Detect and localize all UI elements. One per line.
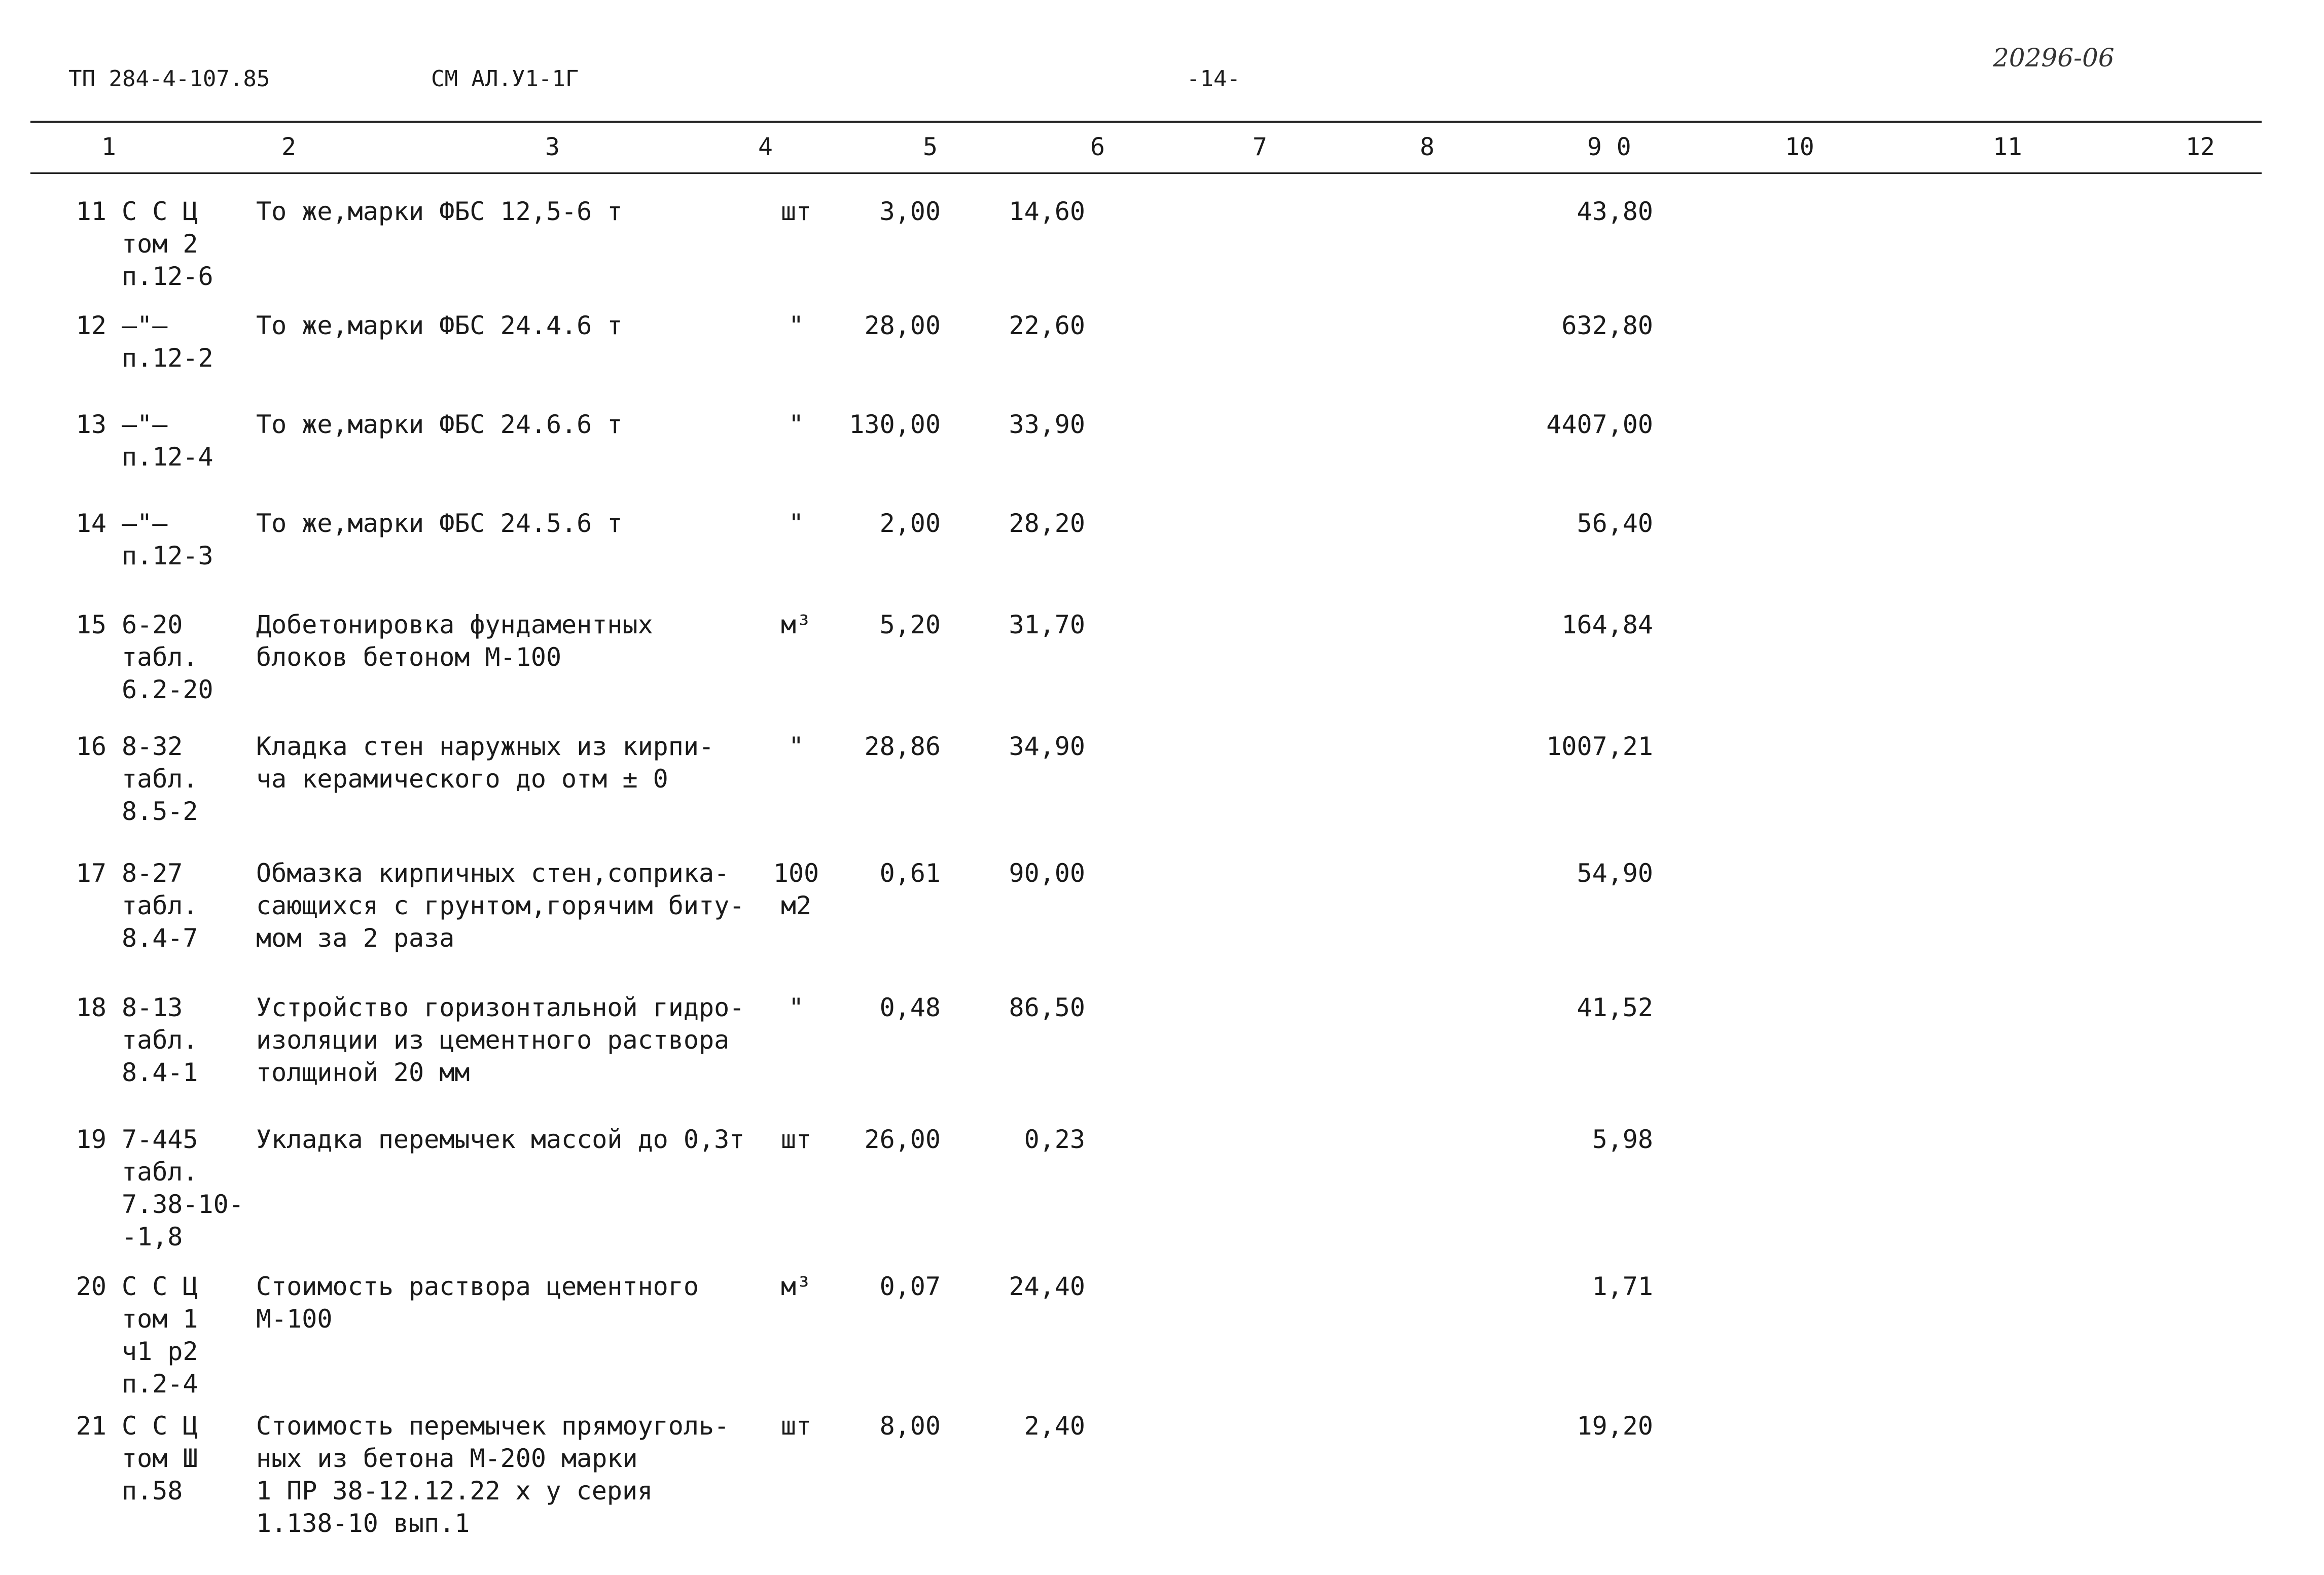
column-number-3: 3 <box>545 133 560 161</box>
norm-reference <box>122 1270 198 1400</box>
work-description-line: Обмазка кирпичных стен,соприка- <box>256 858 730 888</box>
norm-reference-line: 8.4-7 <box>122 923 198 953</box>
quantity: 3,00 <box>879 197 941 226</box>
total-cost: 1,71 <box>1592 1272 1653 1301</box>
total-cost: 19,20 <box>1577 1411 1653 1441</box>
column-number-1: 1 <box>101 133 116 161</box>
unit-price: 34,90 <box>1009 732 1085 761</box>
column-number-10: 10 <box>1785 133 1814 161</box>
norm-reference <box>122 857 198 954</box>
work-description-line: Укладка перемычек массой до 0,3т <box>256 1125 745 1154</box>
norm-reference-line: табл. <box>122 1025 198 1055</box>
norm-reference-line: том 1 <box>122 1304 198 1334</box>
norm-reference-line: том 2 <box>122 229 198 259</box>
work-description <box>256 857 744 954</box>
work-description <box>256 1270 699 1335</box>
total-cost: 4407,00 <box>1546 410 1653 439</box>
norm-reference-line: п.12-2 <box>122 343 213 373</box>
work-description-line: ча керамического до отм ± 0 <box>256 764 668 794</box>
unit-of-measure-line: " <box>788 509 804 538</box>
quantity: 8,00 <box>879 1411 941 1441</box>
work-description-line: сающихся с грунтом,горячим биту- <box>256 891 745 920</box>
norm-reference-line: С С Ц <box>122 1272 198 1301</box>
unit-price: 2,40 <box>1024 1411 1085 1441</box>
unit-of-measure-line: м2 <box>780 891 812 920</box>
norm-reference <box>122 195 213 293</box>
quantity: 5,20 <box>879 610 941 639</box>
row-number: 15 <box>76 610 106 639</box>
total-cost: 41,52 <box>1577 993 1653 1022</box>
norm-reference <box>122 1410 198 1507</box>
norm-reference-line: п.58 <box>122 1476 183 1506</box>
norm-reference-line: 7.38-10- <box>122 1190 244 1219</box>
norm-reference-line: 8-13 <box>122 993 183 1022</box>
row-number: 11 <box>76 197 106 226</box>
unit-price: 90,00 <box>1009 858 1085 888</box>
norm-reference <box>122 507 213 572</box>
norm-reference-line: п.12-4 <box>122 442 213 472</box>
total-cost: 632,80 <box>1561 311 1653 340</box>
norm-reference-line: табл. <box>122 764 198 794</box>
norm-reference-line: табл. <box>122 1157 198 1187</box>
unit-of-measure-line: шт <box>780 197 812 226</box>
work-description <box>256 507 622 540</box>
norm-reference-line: п.2-4 <box>122 1369 198 1399</box>
work-description-line: Добетонировка фундаментных <box>256 610 653 639</box>
work-description-line: 1 ПР 38-12.12.22 ⅹ у серия <box>256 1476 653 1506</box>
work-description-line: То же,марки ФБС 24.6.6 т <box>256 410 623 439</box>
row-number: 20 <box>76 1272 106 1301</box>
row-number: 17 <box>76 858 106 888</box>
norm-reference-line: 8.4-1 <box>122 1058 198 1087</box>
quantity: 0,48 <box>879 993 941 1022</box>
unit-of-measure-line: м³ <box>780 1272 812 1301</box>
column-number-12: 12 <box>2186 133 2215 161</box>
row-number: 12 <box>76 311 106 340</box>
unit-price: 31,70 <box>1009 610 1085 639</box>
total-cost: 164,84 <box>1561 610 1653 639</box>
norm-reference <box>122 408 213 473</box>
column-number-11: 11 <box>1993 133 2022 161</box>
norm-reference <box>122 991 198 1089</box>
column-number-7: 7 <box>1253 133 1267 161</box>
work-description-line: мом за 2 раза <box>256 923 455 953</box>
unit-of-measure-line: шт <box>780 1125 812 1154</box>
norm-reference-line: 8-27 <box>122 858 183 888</box>
total-cost: 1007,21 <box>1546 732 1653 761</box>
section-code: СМ АЛ.У1-1Г <box>431 66 579 92</box>
norm-reference-line: том Ш <box>122 1444 198 1473</box>
work-description-line: ных из бетона М-200 марки <box>256 1444 638 1473</box>
unit-of-measure-line: " <box>788 732 804 761</box>
row-number: 18 <box>76 993 106 1022</box>
header-rule-bottom <box>30 172 2262 174</box>
norm-reference-line: 6.2-20 <box>122 675 213 704</box>
norm-reference-line: —"— <box>122 509 168 538</box>
row-number: 19 <box>76 1125 106 1154</box>
norm-reference-line: п.12-3 <box>122 541 213 570</box>
norm-reference-line: С С Ц <box>122 1411 198 1441</box>
header-rule-top <box>30 121 2262 123</box>
norm-reference-line: —"— <box>122 311 168 340</box>
work-description-line: Кладка стен наружных из кирпи- <box>256 732 714 761</box>
norm-reference <box>122 1123 244 1253</box>
unit-price: 86,50 <box>1009 993 1085 1022</box>
norm-reference <box>122 608 213 706</box>
quantity: 28,00 <box>864 311 941 340</box>
unit-of-measure-line: " <box>788 993 804 1022</box>
column-number-5: 5 <box>923 133 938 161</box>
work-description <box>256 1123 744 1156</box>
norm-reference-line: 8.5-2 <box>122 797 198 826</box>
work-description-line: То же,марки ФБС 12,5-6 т <box>256 197 623 226</box>
column-number-6: 6 <box>1090 133 1105 161</box>
work-description-line: М-100 <box>256 1304 333 1334</box>
row-number: 14 <box>76 509 106 538</box>
work-description <box>256 608 653 673</box>
work-description <box>256 991 744 1089</box>
unit-price: 33,90 <box>1009 410 1085 439</box>
unit-price: 24,40 <box>1009 1272 1085 1301</box>
norm-reference-line: 8-32 <box>122 732 183 761</box>
quantity: 0,07 <box>879 1272 941 1301</box>
unit-of-measure-line: 100 <box>773 858 819 888</box>
unit-of-measure-line: шт <box>780 1411 812 1441</box>
row-number: 13 <box>76 410 106 439</box>
work-description <box>256 309 622 342</box>
work-description-line: блоков бетоном М-100 <box>256 642 562 672</box>
work-description-line: То же,марки ФБС 24.5.6 т <box>256 509 623 538</box>
document-stamp: 20296-06 <box>1993 43 2115 73</box>
work-description <box>256 408 622 441</box>
norm-reference-line: табл. <box>122 642 198 672</box>
norm-reference-line: -1,8 <box>122 1222 183 1251</box>
column-number-8: 8 <box>1420 133 1435 161</box>
total-cost: 5,98 <box>1592 1125 1653 1154</box>
work-description-line: изоляции из цементного раствора <box>256 1025 730 1055</box>
quantity: 26,00 <box>864 1125 941 1154</box>
work-description-line: Стоимость перемычек прямоуголь- <box>256 1411 730 1441</box>
total-cost: 43,80 <box>1577 197 1653 226</box>
row-number: 16 <box>76 732 106 761</box>
work-description-line: 1.138-10 вып.1 <box>256 1509 470 1538</box>
unit-of-measure-line: м³ <box>780 610 812 639</box>
work-description-line: Устройство горизонтальной гидро- <box>256 993 745 1022</box>
norm-reference-line: С С Ц <box>122 197 198 226</box>
row-number: 21 <box>76 1411 106 1441</box>
norm-reference <box>122 730 198 828</box>
column-number-9: 9 0 <box>1587 133 1631 161</box>
unit-of-measure-line: " <box>788 410 804 439</box>
quantity: 2,00 <box>879 509 941 538</box>
work-description <box>256 195 622 228</box>
quantity: 28,86 <box>864 732 941 761</box>
work-description <box>256 730 714 795</box>
norm-reference <box>122 309 213 374</box>
column-number-2: 2 <box>281 133 296 161</box>
unit-of-measure-line: " <box>788 311 804 340</box>
work-description-line: То же,марки ФБС 24.4.6 т <box>256 311 623 340</box>
norm-reference-line: табл. <box>122 891 198 920</box>
doc-code: ТП 284-4-107.85 <box>68 66 270 92</box>
work-description <box>256 1410 729 1540</box>
work-description-line: толщиной 20 мм <box>256 1058 470 1087</box>
quantity: 0,61 <box>879 858 941 888</box>
norm-reference-line: 6-20 <box>122 610 183 639</box>
total-cost: 56,40 <box>1577 509 1653 538</box>
column-number-4: 4 <box>758 133 773 161</box>
unit-price: 22,60 <box>1009 311 1085 340</box>
page-number: -14- <box>1187 66 1240 92</box>
norm-reference-line: ч1 р2 <box>122 1337 198 1366</box>
unit-price: 28,20 <box>1009 509 1085 538</box>
work-description-line: Стоимость раствора цементного <box>256 1272 699 1301</box>
unit-price: 0,23 <box>1024 1125 1085 1154</box>
norm-reference-line: п.12-6 <box>122 262 213 291</box>
norm-reference-line: 7-445 <box>122 1125 198 1154</box>
unit-price: 14,60 <box>1009 197 1085 226</box>
quantity: 130,00 <box>849 410 941 439</box>
total-cost: 54,90 <box>1577 858 1653 888</box>
norm-reference-line: —"— <box>122 410 168 439</box>
